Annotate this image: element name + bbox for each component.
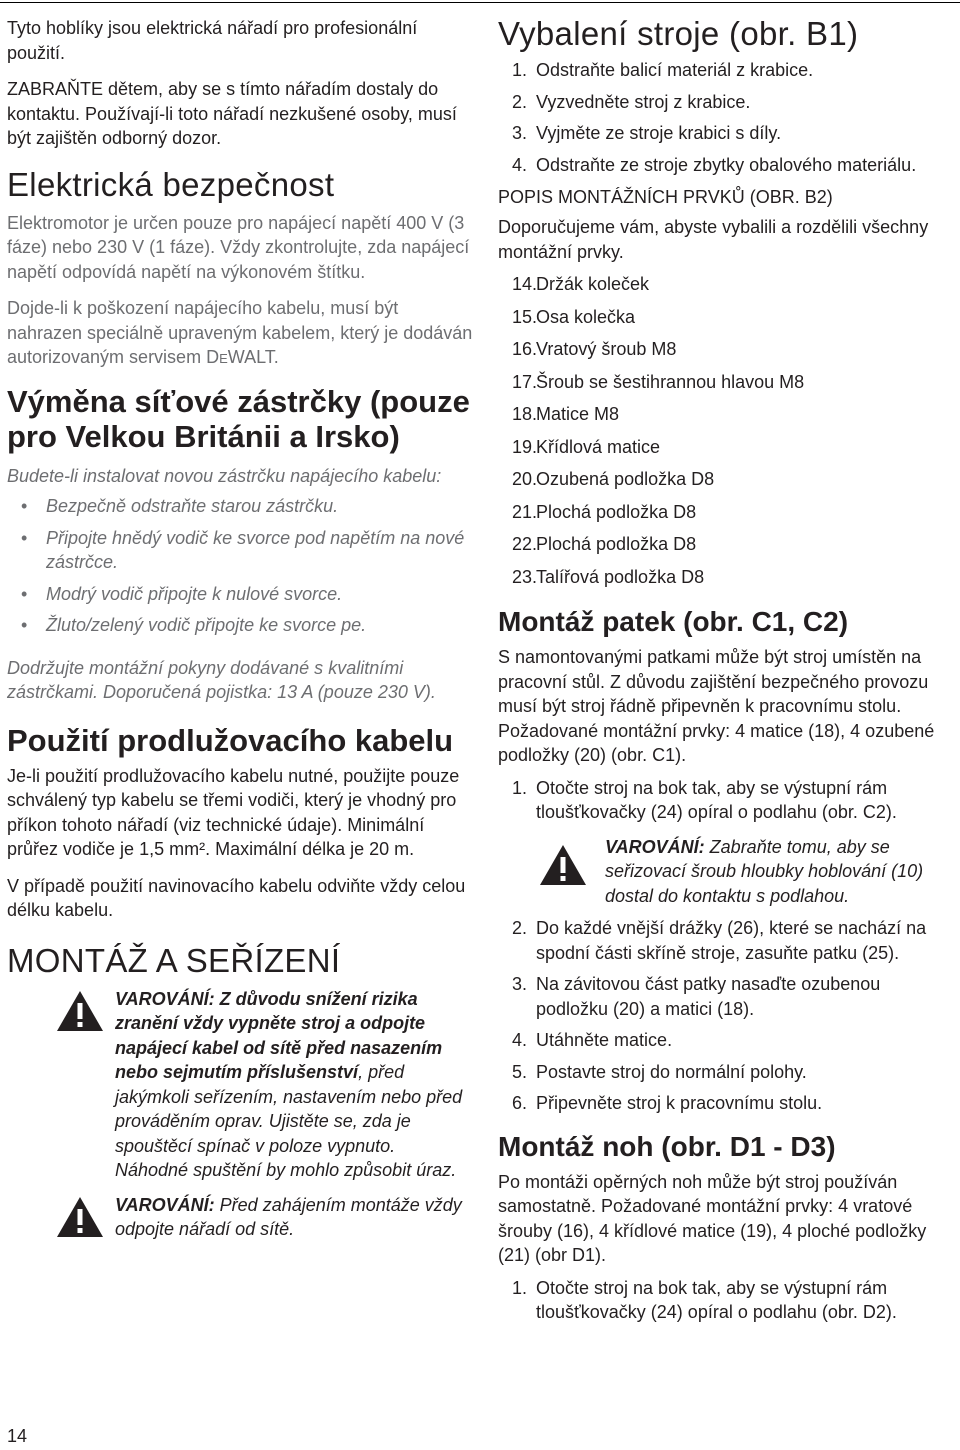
- dewalt-e: E: [219, 351, 228, 366]
- list-item: 4. Utáhněte matice.: [512, 1030, 673, 1050]
- list-item: 2. Vyzvedněte stroj z krabice.: [512, 91, 751, 112]
- intro-paragraph: Tyto hoblíky jsou elektrická nářadí pro profesionální použití.: [7, 18, 418, 63]
- electrical-safety-p1: Elektromotor je určen pouze pro napájecí napětí 400 V (3 fáze) nebo 230 V (1 fáze). Vždy zkontrolujte, zda napájecí napětí odpovídá napětí na výkonovém štítku.: [7, 212, 470, 282]
- list-item: • Připojte hnědý vodič ke svorce pod napětím na nové zástrčce.: [21, 527, 465, 572]
- warning-block-2: [7, 1193, 473, 1242]
- list-item: • Modrý vodič připojte k nulové svorce.: [21, 583, 343, 604]
- list-item: 3. Na závitovou část patky nasaďte ozubenou podložku (20) a matici (18).: [512, 974, 881, 1019]
- zabrante-caps: ZABRAŇTE: [7, 79, 104, 99]
- parts-list: [498, 272, 952, 589]
- list-item: 18. Matice M8: [512, 404, 620, 424]
- list-item: 1. Otočte stroj na bok tak, aby se výstupní rám tloušťkovačky (24) opíral o podlahu (obr. D2).: [512, 1277, 897, 1322]
- page-number: 14: [7, 1426, 28, 1446]
- list-item: • Žluto/zelený vodič připojte ke svorce pe.: [21, 615, 367, 635]
- list-item: 2. Do každé vnější drážky (26), které se nachází na spodní části skříně stroje, zasuňte patku (25).: [512, 918, 927, 963]
- list-item: 6. Připevněte stroj k pracovnímu stolu.: [512, 1093, 823, 1113]
- list-item: 23. Talířová podložka D8: [512, 566, 705, 587]
- extension-cable-p1: Je-li použití prodlužovacího kabelu nutné, použijte pouze schválený typ kabelu se třemi vodiči, který je vhodný pro příkon tohoto nářadí (viz technické údaje). Minimální průřez vodiče je 1,5 mm². Maximální délka je 20 m.: [7, 765, 460, 859]
- list-item: 16. Vratový šroub M8: [512, 339, 677, 359]
- plug-note: Dodržujte montážní pokyny dodávané s kvalitními zástrčkami. Doporučená pojistka: 13 A (pouze 230 V).: [7, 657, 436, 702]
- warning-text-1: VAROVÁNÍ: Z důvodu snížení rizika zranění vždy vypněte stroj a odpojte napájecí kabel od sítě před nasazením nebo sejmutím příslušenství, před jakýmkoli seřízením, nastavením nebo před prováděním oprav. Ujistěte se, zda je spouštěcí spínač v poloze vypnuto. Náhodné spuštění by mohlo způsobit úraz.: [115, 988, 463, 1180]
- top-rule: [0, 2, 960, 3]
- legs-step-1: [498, 1276, 952, 1325]
- list-item: 1. Otočte stroj na bok tak, aby se výstupní rám tloušťkovačky (24) opíral o podlahu (obr. C2).: [512, 777, 897, 822]
- feet-steps: [498, 916, 952, 1116]
- children-warning-paragraph: [7, 77, 473, 151]
- children-warning-text: dětem, aby se s tímto nářadím dostaly do kontaktu. Používají-li toto nářadí nezkušené osoby, musí být zajištěn odborný dozor.: [7, 79, 457, 148]
- left-column: [7, 16, 473, 1242]
- cable-damage-text: Dojde-li k poškození napájecího kabelu, musí být nahrazen speciálně upraveným kabelem, který je dodáván autorizovaným servisem: [7, 298, 473, 367]
- legs-intro: Po montáži opěrných noh může být stroj používán samostatně. Požadované montážní prvky: 4 vratové šrouby (16), 4 křídlové matice (19), 4 ploché podložky (21) (obr D1).: [498, 1171, 927, 1265]
- parts-intro: Doporučujeme vám, abyste vybalili a rozdělili všechny montážní prvky.: [498, 217, 929, 262]
- list-item: 3. Vyjměte ze stroje krabici s díly.: [512, 123, 782, 143]
- electrical-safety-heading: Elektrická bezpečnost: [7, 165, 335, 203]
- list-item: 14. Držák koleček: [512, 274, 650, 294]
- feet-warning-text: VAROVÁNÍ: Zabraňte tomu, aby se seřizovací šroub hloubky hoblování (10) dostal do kontaktu s podlahou.: [605, 836, 924, 906]
- extension-cable-heading: Použití prodlužovacího kabelu: [7, 722, 454, 758]
- list-item: 21. Plochá podložka D8: [512, 501, 697, 522]
- legs-mounting-heading: Montáž noh (obr. D1 - D3): [498, 1130, 836, 1162]
- warning-text-2: VAROVÁNÍ: Před zahájením montáže vždy odpojte nářadí od sítě.: [115, 1194, 462, 1239]
- plug-replacement-heading: Výměna síťové zástrčky (pouze pro Velkou Británii a Irsko): [7, 383, 470, 454]
- list-item: 22. Plochá podložka D8: [512, 534, 697, 554]
- plug-bullet-list: [7, 494, 473, 638]
- plug-intro: Budete-li instalovat novou zástrčku napájecího kabelu:: [7, 465, 442, 486]
- right-column: [498, 16, 952, 1325]
- list-item: • Bezpečně odstraňte starou zástrčku.: [21, 496, 339, 516]
- dewalt-d: D: [206, 347, 220, 367]
- list-item: 1. Odstraňte balicí materiál z krabice.: [512, 60, 814, 80]
- unpacking-steps: [498, 58, 952, 177]
- dewalt-walt: WALT.: [227, 347, 279, 367]
- list-item: 17. Šroub se šestihrannou hlavou M8: [512, 371, 805, 392]
- assembly-heading: MONTÁŽ A SEŘÍZENÍ: [7, 941, 341, 979]
- parts-heading: POPIS MONTÁŽNÍCH PRVKŮ (OBR. B2): [498, 187, 833, 207]
- feet-mounting-heading: Montáž patek (obr. C1, C2): [498, 606, 849, 637]
- warning-triangle-icon: [55, 989, 105, 1033]
- list-item: 5. Postavte stroj do normální polohy.: [512, 1061, 807, 1082]
- list-item: 19. Křídlová matice: [512, 436, 661, 457]
- warning-triangle-icon: [538, 843, 588, 887]
- extension-cable-p2: V případě použití navinovacího kabelu odviňte vždy celou délku kabelu.: [7, 875, 466, 920]
- electrical-safety-p2: [7, 296, 473, 372]
- unpacking-heading: Vybalení stroje (obr. B1): [498, 15, 859, 52]
- feet-intro: S namontovanými patkami může být stroj umístěn na pracovní stůl. Z důvodu zajištění bezpečného provozu musí být stroj řádně připevněn k pracovnímu stolu. Požadované montážní prvky: 4 matice (18), 4 ozubené podložky (20) (obr. C1).: [498, 647, 935, 765]
- warning-block-1: [7, 987, 473, 1183]
- list-item: 20. Ozubená podložka D8: [512, 469, 715, 489]
- warning-triangle-icon: [55, 1195, 105, 1239]
- feet-step-1: [498, 776, 952, 825]
- list-item: 15. Osa kolečka: [512, 306, 636, 327]
- list-item: 4. Odstraňte ze stroje zbytky obalového materiálu.: [512, 154, 917, 175]
- feet-warning-block: [498, 835, 952, 909]
